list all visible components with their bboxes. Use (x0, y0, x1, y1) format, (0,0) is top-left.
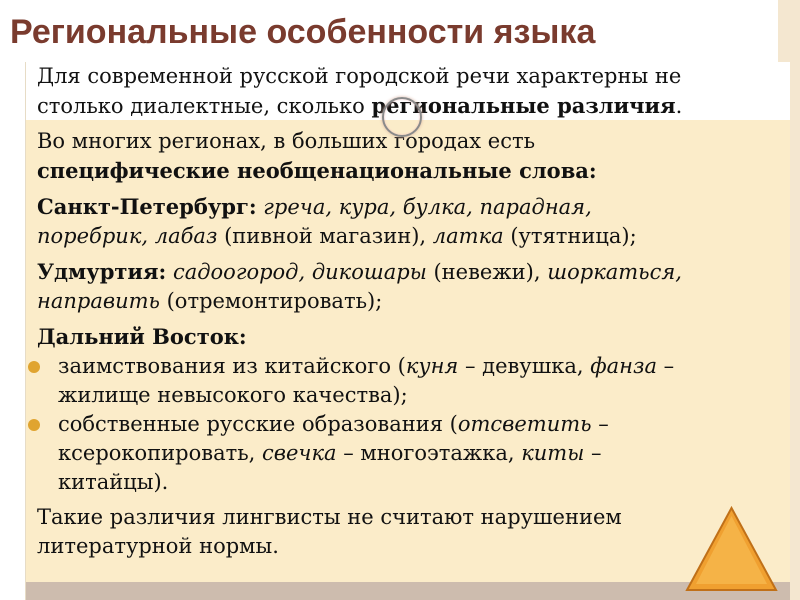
slide-content (25, 62, 790, 600)
conclusion-line-2: литературной нормы. (37, 534, 279, 558)
paragraph-cities-line-1: Во многих регионах, в больших городах есть (37, 129, 536, 153)
pyramid-icon[interactable] (683, 502, 780, 594)
bullet-dot-icon (28, 419, 40, 431)
bullet-dot-icon (28, 361, 40, 373)
spb-label: Санкт-Петербург: (37, 194, 257, 219)
spb-line-1: Санкт-Петербург: греча, кура, булка, парадная, (37, 194, 592, 219)
udmurtia-line-1: Удмуртия: садоогород, дикошары (невежи), шоркаться, (37, 259, 682, 284)
conclusion-line-1: Такие различия лингвисты не считают нарушением (37, 505, 622, 529)
list-item: заимствования из китайского (куня – девушка, фанза – жилище невысокого качества); (26, 352, 790, 410)
slide-title: Региональные особенности языка (10, 13, 596, 51)
paragraph-cities-line-2: специфические необщенациональные слова: (37, 158, 597, 183)
udmurtia-label: Удмуртия: (37, 259, 167, 284)
far-east-bullet-list (26, 352, 790, 497)
paragraph-intro-line-2: столько диалектные, сколько региональные различия. (37, 93, 683, 118)
emphasis-regional-differences: региональные различия (371, 93, 676, 118)
paragraph-intro-line-1: Для современной русской городской речи характерны не (37, 64, 682, 88)
udmurtia-line-2: направить (отремонтировать); (37, 289, 383, 313)
far-east-label: Дальний Восток: (37, 324, 247, 349)
far-east-label-line (26, 322, 790, 352)
spb-line-2: поребрик, лабаз (пивной магазин), латка (утятница); (37, 224, 637, 248)
pyramid-highlight (696, 516, 767, 584)
pen-annotation-circle (382, 97, 422, 137)
list-item: собственные русские образования (отсветить – ксерокопировать, свечка – многоэтажка, киты – китайцы). (26, 410, 790, 497)
